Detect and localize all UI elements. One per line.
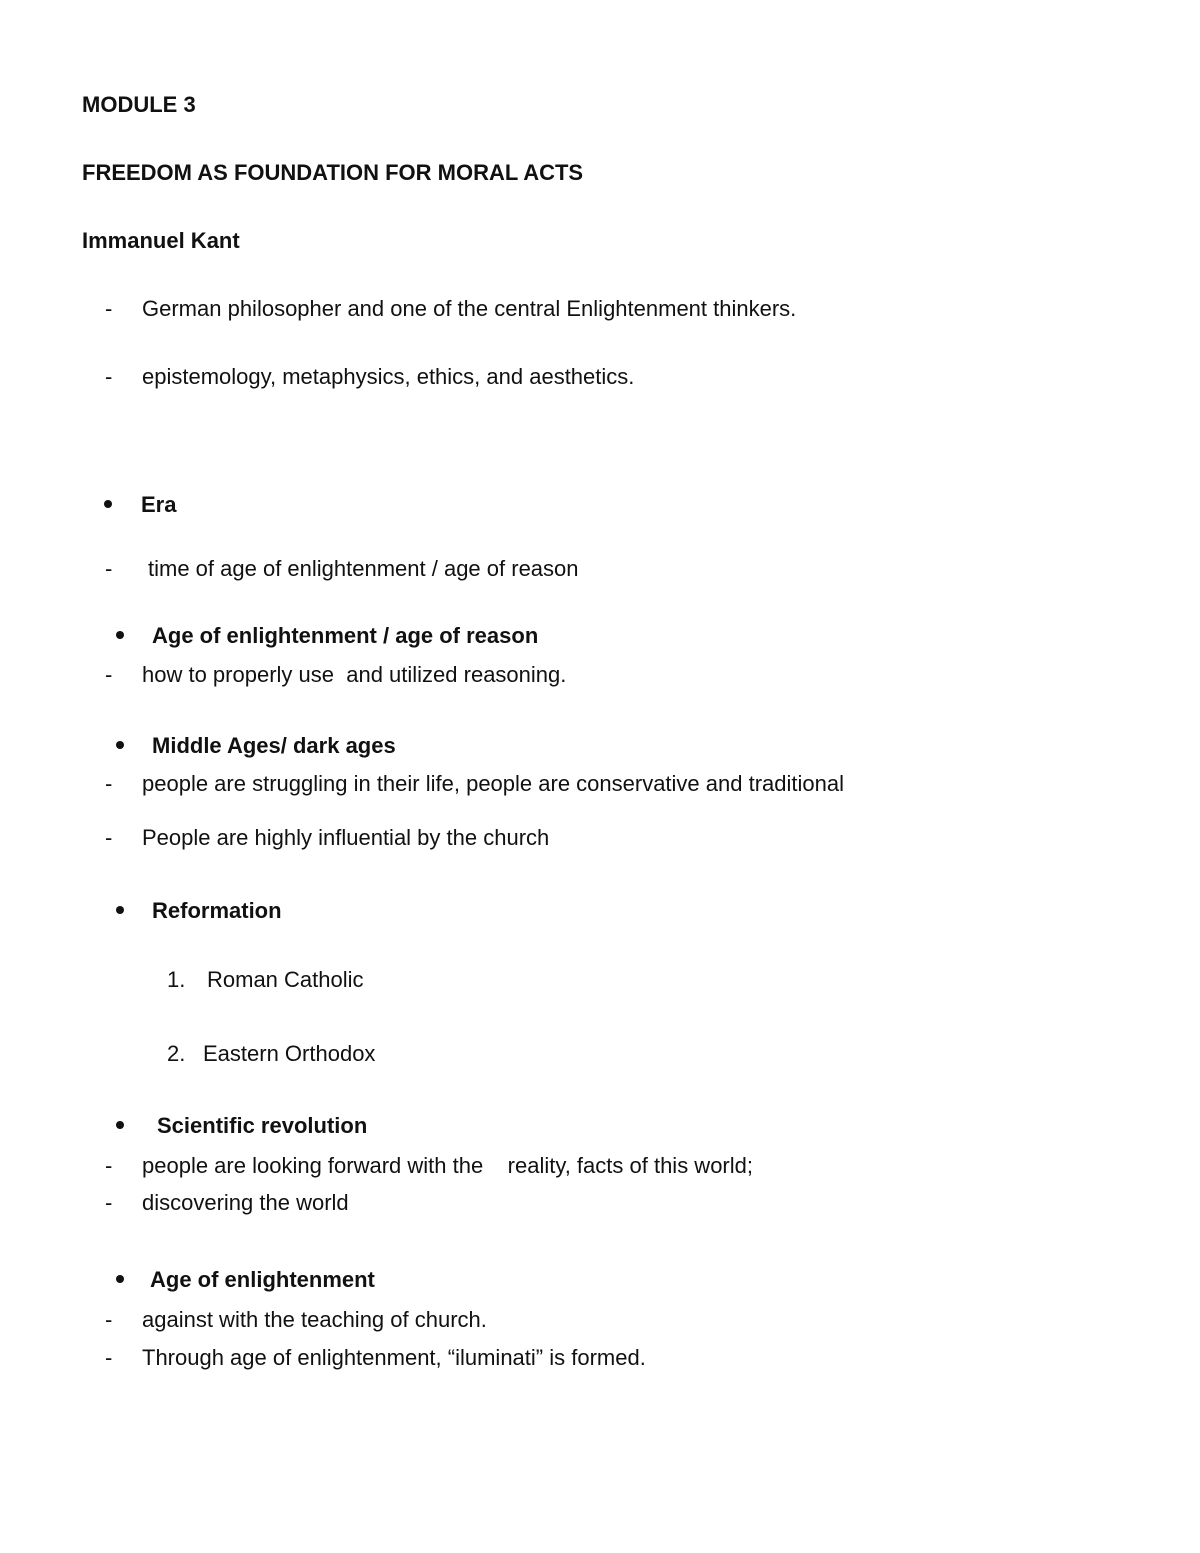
list-item: time of age of enlightenment / age of reason xyxy=(148,556,579,581)
bullet-icon xyxy=(116,906,124,914)
dash-marker: - xyxy=(105,1345,113,1370)
section-heading: Middle Ages/ dark ages xyxy=(152,733,396,758)
section-heading: Era xyxy=(141,492,177,517)
dash-marker: - xyxy=(105,662,113,687)
bullet-icon xyxy=(104,500,112,508)
dash-marker: - xyxy=(105,825,113,850)
section-heading: Scientific revolution xyxy=(157,1113,368,1138)
list-item: people are looking forward with the reality, facts of this world; xyxy=(142,1153,753,1178)
section-heading: Reformation xyxy=(152,898,282,923)
page-title: FREEDOM AS FOUNDATION FOR MORAL ACTS xyxy=(82,160,584,185)
dash-marker: - xyxy=(105,1307,113,1332)
bullet-icon xyxy=(116,741,124,749)
list-item: epistemology, metaphysics, ethics, and aesthetics. xyxy=(142,364,635,389)
dash-marker: - xyxy=(105,296,113,321)
list-item: People are highly influential by the church xyxy=(142,825,550,850)
bullet-icon xyxy=(116,631,124,639)
dash-marker: - xyxy=(105,1153,113,1178)
dash-marker: - xyxy=(105,1190,113,1215)
bullet-icon xyxy=(116,1275,124,1283)
list-number: 2. xyxy=(167,1041,186,1066)
module-label: MODULE 3 xyxy=(82,92,196,117)
numbered-item: Roman Catholic xyxy=(207,967,364,992)
bullet-icon xyxy=(116,1121,124,1129)
list-item: people are struggling in their life, people are conservative and traditional xyxy=(142,771,844,796)
dash-marker: - xyxy=(105,364,113,389)
list-item: Through age of enlightenment, “iluminati” is formed. xyxy=(142,1345,646,1370)
list-item: how to properly use and utilized reasoning. xyxy=(142,662,567,687)
subject-heading: Immanuel Kant xyxy=(82,228,240,253)
list-number: 1. xyxy=(167,967,186,992)
dash-marker: - xyxy=(105,771,113,796)
dash-marker: - xyxy=(105,556,113,581)
section-heading: Age of enlightenment / age of reason xyxy=(152,623,539,648)
list-item: against with the teaching of church. xyxy=(142,1307,487,1332)
list-item: discovering the world xyxy=(142,1190,349,1215)
section-heading: Age of enlightenment xyxy=(150,1267,375,1292)
numbered-item: Eastern Orthodox xyxy=(203,1041,376,1066)
list-item: German philosopher and one of the central Enlightenment thinkers. xyxy=(142,296,797,321)
